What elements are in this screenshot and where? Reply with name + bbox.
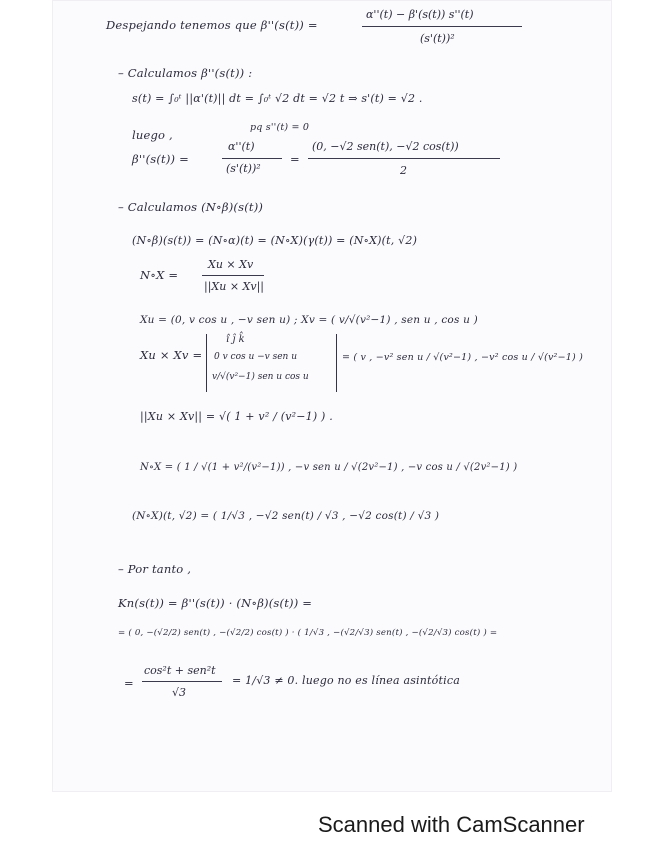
line-14: – Por tanto , bbox=[118, 562, 192, 576]
line-7: (N∘β)(s(t)) = (N∘α)(t) = (N∘X)(γ(t)) = (N∘X)(t, √2) bbox=[132, 234, 418, 247]
line-10-right: = ( v , −v² sen u / √(v²−1) , −v² cos u / √(v²−1) ) bbox=[342, 352, 584, 363]
line-6: – Calculamos (N∘β)(s(t)) bbox=[118, 200, 264, 214]
line-5-num1: α''(t) bbox=[228, 140, 255, 153]
line-5-left: β''(s(t)) = bbox=[132, 152, 189, 166]
line-16: = ( 0, −(√2/2) sen(t) , −(√2/2) cos(t) ) · ( 1/√3 , −(√2/√3) sen(t) , −(√2/√3) cos(t) ) = bbox=[118, 628, 498, 638]
line-13: (N∘X)(t, √2) = ( 1/√3 , −√2 sen(t) / √3 , −√2 cos(t) / √3 ) bbox=[132, 510, 440, 522]
line-3: s(t) = ∫₀ᵗ ||α'(t)|| dt = ∫₀ᵗ √2 dt = √2 t ⇒ s'(t) = √2 . bbox=[132, 92, 423, 105]
line-5-num2: (0, −√2 sen(t), −√2 cos(t)) bbox=[312, 140, 459, 153]
line-17-den: √3 bbox=[172, 686, 187, 699]
det-row-2: 0 v cos u −v sen u bbox=[214, 352, 298, 362]
det-left-bar bbox=[206, 334, 207, 392]
det-row-3: v/√(v²−1) sen u cos u bbox=[212, 372, 309, 382]
line-17-num: cos²t + sen²t bbox=[144, 664, 216, 677]
line-11: ||Xu × Xv|| = √( 1 + v² / (v²−1) ) . bbox=[140, 410, 333, 423]
line-17-rest: = 1/√3 ≠ 0. luego no es línea asintótica bbox=[232, 674, 460, 687]
line-12: N∘X = ( 1 / √(1 + v²/(v²−1)) , −v sen u / √(2v²−1) , −v cos u / √(2v²−1) ) bbox=[140, 462, 518, 473]
line-5-bar2 bbox=[308, 158, 500, 159]
camscanner-watermark: Scanned with CamScanner bbox=[318, 812, 585, 837]
line-17-bar bbox=[142, 681, 222, 682]
line-1-denominator: (s'(t))² bbox=[420, 32, 455, 45]
line-4-luego: luego , bbox=[132, 128, 173, 142]
line-8-bar bbox=[202, 275, 264, 276]
det-row-1: î ĵ k̂ bbox=[226, 334, 245, 345]
line-1-left: Despejando tenemos que β''(s(t)) = bbox=[106, 18, 318, 32]
line-5-bar1 bbox=[222, 158, 282, 159]
line-8-left: N∘X = bbox=[140, 268, 179, 282]
line-8-den: ||Xu × Xv|| bbox=[204, 280, 264, 293]
det-right-bar bbox=[336, 334, 337, 392]
line-5-eq: = bbox=[290, 152, 300, 166]
line-1-fraction-bar bbox=[362, 26, 522, 27]
line-5-den1: (s'(t))² bbox=[226, 162, 261, 175]
line-1-numerator: α''(t) − β'(s(t)) s''(t) bbox=[366, 8, 474, 21]
line-5-den2: 2 bbox=[400, 164, 407, 177]
line-17-eq: = bbox=[124, 676, 134, 690]
line-8-num: Xu × Xv bbox=[208, 258, 254, 271]
line-9: Xu = (0, v cos u , −v sen u) ; Xv = ( v/√(v²−1) , sen u , cos u ) bbox=[140, 314, 478, 326]
line-4-note: pq s''(t) = 0 bbox=[250, 122, 310, 133]
line-2: – Calculamos β''(s(t)) : bbox=[118, 66, 253, 80]
line-10-left: Xu × Xv = bbox=[140, 348, 203, 362]
line-15: Kn(s(t)) = β''(s(t)) · (N∘β)(s(t)) = bbox=[118, 596, 313, 610]
